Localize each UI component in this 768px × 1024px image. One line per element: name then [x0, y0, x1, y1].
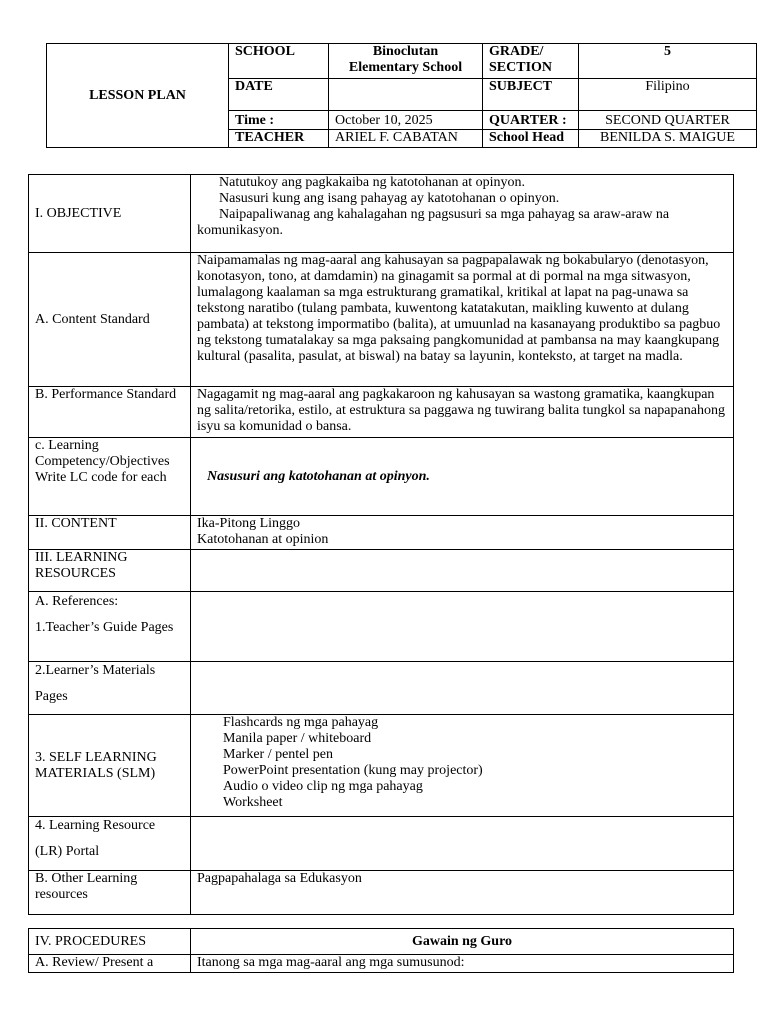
learners-materials-value: [191, 662, 734, 715]
date-value: [329, 79, 483, 111]
learners-materials-label: 2.Learner’s Materials Pages: [29, 662, 191, 715]
subject-label: SUBJECT: [483, 79, 579, 111]
objective-item: Nasusuri kung ang isang pahayag ay katotohanan o opinyon.: [219, 191, 560, 206]
list-item: Marker / pentel pen: [223, 747, 334, 762]
school-label: SCHOOL: [229, 44, 329, 79]
performance-standard-text: Nagagamit ng mag-aaral ang pagkakaroon ng kahusayan sa wastong gramatika, kaangkupan ng salita/retorika, estilo, at estruktura sa paggawa ng tuwirang balita tungkol sa napapanahong isyu sa komunidad o bansa.: [191, 387, 734, 438]
teacher-value: ARIEL F. CABATAN: [329, 130, 483, 148]
objective-item-cont: komunikasyon.: [197, 223, 283, 238]
procedures-header: Gawain ng Guro: [191, 929, 734, 955]
review-text: Itanong sa mga mag-aaral ang mga sumusunod:: [191, 955, 734, 973]
slm-label: 3. SELF LEARNING MATERIALS (SLM): [29, 715, 191, 817]
procedures-table: [28, 928, 734, 973]
learning-resources-label: III. LEARNING RESOURCES: [29, 550, 191, 592]
lesson-plan-body: [28, 174, 734, 915]
content-line: Katotohanan at opinion: [197, 532, 329, 547]
grade-value: 5: [579, 44, 757, 79]
teacher-label: TEACHER: [229, 130, 329, 148]
school-head-label: School Head: [483, 130, 579, 148]
quarter-value: SECOND QUARTER: [579, 111, 757, 130]
other-resources-text: Pagpapahalaga sa Edukasyon: [191, 871, 734, 915]
time-value: October 10, 2025: [329, 111, 483, 130]
lesson-plan-title: LESSON PLAN: [47, 44, 229, 148]
competency-text: Nasusuri ang katotohanan at opinyon.: [191, 438, 734, 516]
subject-value: Filipino: [579, 79, 757, 111]
list-item: PowerPoint presentation (kung may projector): [223, 763, 483, 778]
content-text: [191, 516, 734, 550]
competency-label: c. Learning Competency/Objectives Write LC code for each: [29, 438, 191, 516]
objective-label: I. OBJECTIVE: [29, 175, 191, 253]
objective-item: Naipapaliwanag ang kahalagahan ng pagsusuri sa mga pahayag sa araw-araw na: [219, 207, 670, 222]
lr-portal-label: 4. Learning Resource (LR) Portal: [29, 817, 191, 871]
date-label: DATE: [229, 79, 329, 111]
list-item: Worksheet: [223, 795, 283, 810]
lesson-plan-header: [46, 43, 757, 148]
quarter-label: QUARTER :: [483, 111, 579, 130]
list-item: Flashcards ng mga pahayag: [223, 715, 379, 730]
objective-content: [191, 175, 734, 253]
references-value: [191, 592, 734, 662]
teachers-guide-label: 1.Teacher’s Guide Pages: [35, 620, 174, 635]
performance-standard-label: B. Performance Standard: [29, 387, 191, 438]
review-label: A. Review/ Present a: [29, 955, 191, 973]
list-item: Manila paper / whiteboard: [223, 731, 372, 746]
grade-section-label: GRADE/ SECTION: [483, 44, 579, 79]
learning-resources-value: [191, 550, 734, 592]
content-label: II. CONTENT: [29, 516, 191, 550]
lr-portal-value: [191, 817, 734, 871]
objective-item: Natutukoy ang pagkakaiba ng katotohanan at opinyon.: [219, 175, 525, 190]
time-label: Time :: [229, 111, 329, 130]
references-label: A. References: 1.Teacher’s Guide Pages: [29, 592, 191, 662]
procedures-label: IV. PROCEDURES: [29, 929, 191, 955]
school-value: Binoclutan Elementary School: [329, 44, 483, 79]
school-head-value: BENILDA S. MAIGUE: [579, 130, 757, 148]
content-standard-text: Naipamamalas ng mag-aaral ang kahusayan sa pagpapalawak ng bokabularyo (denotasyon, konotasyon, tono, at damdamin) na ginagamit sa pormal at di pormal na mga sitwasyon, lumalagong kaalaman sa mga estrukturang gramatikal, kritikal at lapat na pag-unawa sa tekstong naratibo (tulang pambata, kuwentong katatakutan, maikling kuwento at dulang pambata) at tekstong impormatibo (balita), at umuunlad na kasanayang produktibo sa pagbuo ng tekstong tumatalakay sa mga paksaing pangkomunidad at pambansa na may kaangkupang kultural (pasalita, pasulat, at biswal) na batay sa layunin, konteksto, at target na madla.: [191, 253, 734, 387]
slm-list: [191, 715, 734, 817]
content-line: Ika-Pitong Linggo: [197, 516, 301, 531]
list-item: Audio o video clip ng mga pahayag: [223, 779, 423, 794]
other-resources-label: B. Other Learning resources: [29, 871, 191, 915]
content-standard-label: A. Content Standard: [29, 253, 191, 387]
